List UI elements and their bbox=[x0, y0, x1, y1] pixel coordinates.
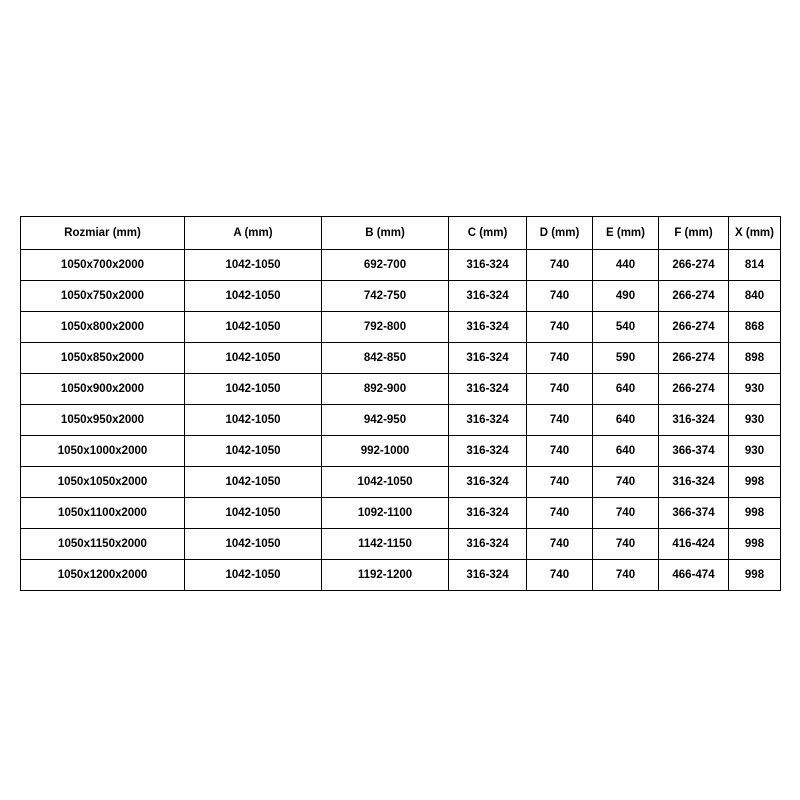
cell-e: 640 bbox=[593, 436, 659, 467]
cell-d: 740 bbox=[527, 405, 593, 436]
cell-e: 740 bbox=[593, 467, 659, 498]
table-row bbox=[21, 312, 781, 343]
cell-e: 590 bbox=[593, 343, 659, 374]
cell-e: 490 bbox=[593, 281, 659, 312]
cell-e: 740 bbox=[593, 498, 659, 529]
cell-f: 266-274 bbox=[659, 281, 729, 312]
cell-rozmiar: 1050x900x2000 bbox=[21, 374, 185, 405]
cell-f: 316-324 bbox=[659, 405, 729, 436]
table-row bbox=[21, 467, 781, 498]
cell-a: 1042-1050 bbox=[185, 374, 322, 405]
cell-d: 740 bbox=[527, 281, 593, 312]
cell-e: 440 bbox=[593, 250, 659, 281]
cell-rozmiar: 1050x1150x2000 bbox=[21, 529, 185, 560]
cell-d: 740 bbox=[527, 498, 593, 529]
cell-d: 740 bbox=[527, 343, 593, 374]
cell-b: 1142-1150 bbox=[322, 529, 449, 560]
table-row bbox=[21, 281, 781, 312]
cell-f: 266-274 bbox=[659, 312, 729, 343]
cell-d: 740 bbox=[527, 529, 593, 560]
cell-b: 992-1000 bbox=[322, 436, 449, 467]
column-header-rozmiar: Rozmiar (mm) bbox=[21, 217, 185, 250]
table-row bbox=[21, 405, 781, 436]
cell-c: 316-324 bbox=[449, 467, 527, 498]
column-header-c: C (mm) bbox=[449, 217, 527, 250]
cell-e: 740 bbox=[593, 529, 659, 560]
column-header-a: A (mm) bbox=[185, 217, 322, 250]
cell-rozmiar: 1050x1100x2000 bbox=[21, 498, 185, 529]
cell-f: 466-474 bbox=[659, 560, 729, 591]
cell-a: 1042-1050 bbox=[185, 312, 322, 343]
cell-b: 1192-1200 bbox=[322, 560, 449, 591]
cell-c: 316-324 bbox=[449, 281, 527, 312]
cell-d: 740 bbox=[527, 312, 593, 343]
cell-x: 898 bbox=[729, 343, 781, 374]
column-header-d: D (mm) bbox=[527, 217, 593, 250]
cell-rozmiar: 1050x700x2000 bbox=[21, 250, 185, 281]
cell-rozmiar: 1050x800x2000 bbox=[21, 312, 185, 343]
table-row bbox=[21, 374, 781, 405]
cell-e: 640 bbox=[593, 374, 659, 405]
cell-a: 1042-1050 bbox=[185, 281, 322, 312]
cell-a: 1042-1050 bbox=[185, 250, 322, 281]
table-header-row bbox=[21, 217, 781, 250]
cell-x: 840 bbox=[729, 281, 781, 312]
cell-x: 998 bbox=[729, 560, 781, 591]
cell-d: 740 bbox=[527, 436, 593, 467]
cell-c: 316-324 bbox=[449, 343, 527, 374]
column-header-b: B (mm) bbox=[322, 217, 449, 250]
cell-f: 366-374 bbox=[659, 436, 729, 467]
cell-x: 930 bbox=[729, 436, 781, 467]
cell-c: 316-324 bbox=[449, 312, 527, 343]
cell-d: 740 bbox=[527, 250, 593, 281]
table-row bbox=[21, 529, 781, 560]
cell-a: 1042-1050 bbox=[185, 560, 322, 591]
cell-d: 740 bbox=[527, 374, 593, 405]
cell-c: 316-324 bbox=[449, 498, 527, 529]
cell-x: 998 bbox=[729, 498, 781, 529]
size-table-container bbox=[20, 216, 780, 591]
cell-d: 740 bbox=[527, 560, 593, 591]
cell-f: 266-274 bbox=[659, 374, 729, 405]
dimensions-table bbox=[20, 216, 781, 591]
cell-rozmiar: 1050x1050x2000 bbox=[21, 467, 185, 498]
cell-a: 1042-1050 bbox=[185, 498, 322, 529]
cell-x: 998 bbox=[729, 467, 781, 498]
cell-b: 1092-1100 bbox=[322, 498, 449, 529]
column-header-f: F (mm) bbox=[659, 217, 729, 250]
cell-e: 540 bbox=[593, 312, 659, 343]
cell-e: 740 bbox=[593, 560, 659, 591]
cell-c: 316-324 bbox=[449, 374, 527, 405]
cell-a: 1042-1050 bbox=[185, 529, 322, 560]
cell-b: 1042-1050 bbox=[322, 467, 449, 498]
cell-f: 316-324 bbox=[659, 467, 729, 498]
cell-a: 1042-1050 bbox=[185, 467, 322, 498]
cell-rozmiar: 1050x750x2000 bbox=[21, 281, 185, 312]
cell-c: 316-324 bbox=[449, 529, 527, 560]
cell-c: 316-324 bbox=[449, 405, 527, 436]
cell-b: 892-900 bbox=[322, 374, 449, 405]
cell-rozmiar: 1050x1200x2000 bbox=[21, 560, 185, 591]
cell-b: 842-850 bbox=[322, 343, 449, 374]
cell-b: 742-750 bbox=[322, 281, 449, 312]
cell-rozmiar: 1050x850x2000 bbox=[21, 343, 185, 374]
cell-a: 1042-1050 bbox=[185, 436, 322, 467]
column-header-e: E (mm) bbox=[593, 217, 659, 250]
cell-c: 316-324 bbox=[449, 436, 527, 467]
cell-b: 692-700 bbox=[322, 250, 449, 281]
table-row bbox=[21, 436, 781, 467]
cell-x: 930 bbox=[729, 405, 781, 436]
cell-f: 416-424 bbox=[659, 529, 729, 560]
cell-x: 868 bbox=[729, 312, 781, 343]
table-row bbox=[21, 343, 781, 374]
cell-c: 316-324 bbox=[449, 560, 527, 591]
cell-x: 814 bbox=[729, 250, 781, 281]
cell-d: 740 bbox=[527, 467, 593, 498]
cell-f: 266-274 bbox=[659, 250, 729, 281]
cell-e: 640 bbox=[593, 405, 659, 436]
table-row bbox=[21, 560, 781, 591]
cell-rozmiar: 1050x950x2000 bbox=[21, 405, 185, 436]
cell-a: 1042-1050 bbox=[185, 343, 322, 374]
cell-rozmiar: 1050x1000x2000 bbox=[21, 436, 185, 467]
cell-f: 366-374 bbox=[659, 498, 729, 529]
table-row bbox=[21, 498, 781, 529]
table-row bbox=[21, 250, 781, 281]
cell-a: 1042-1050 bbox=[185, 405, 322, 436]
column-header-x: X (mm) bbox=[729, 217, 781, 250]
cell-c: 316-324 bbox=[449, 250, 527, 281]
cell-x: 930 bbox=[729, 374, 781, 405]
cell-x: 998 bbox=[729, 529, 781, 560]
cell-b: 942-950 bbox=[322, 405, 449, 436]
cell-f: 266-274 bbox=[659, 343, 729, 374]
cell-b: 792-800 bbox=[322, 312, 449, 343]
